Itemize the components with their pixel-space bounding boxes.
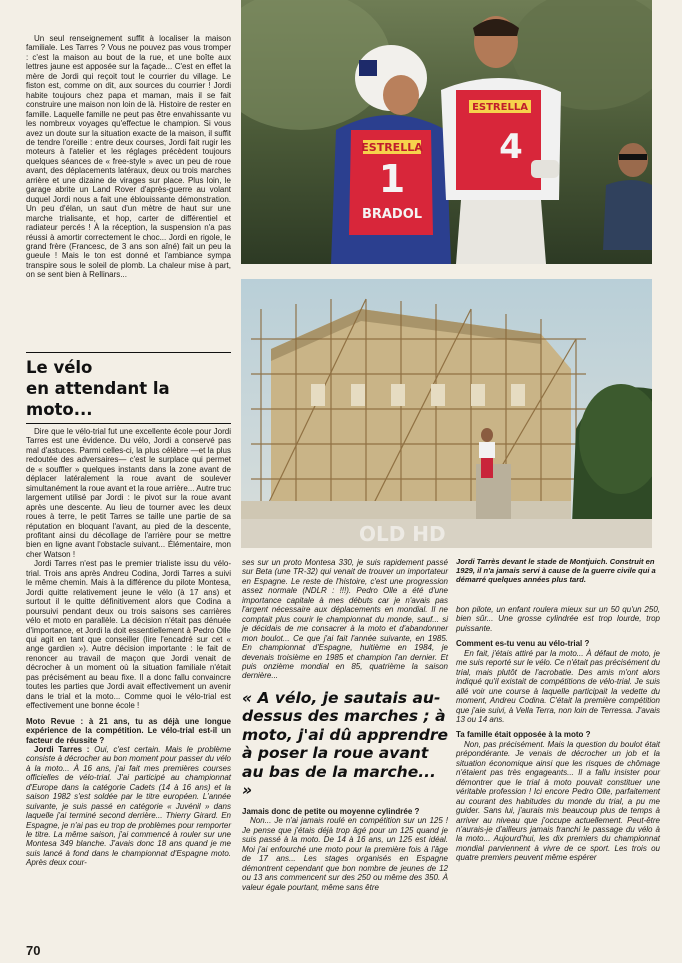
left-jersey-number: 1 [378, 157, 406, 201]
riders-illustration [241, 0, 652, 264]
interview-answer-2: Non... Je n'ai jamais roulé en compétition sur un 125 ! Je pense que j'étais déjà trop âgé pour un 125 quand je suis passé à la moto. De 14 à 16 ans, un 125 est idéal. Moi j'ai enfourché une moto pour la première fois à l'âge de 17 ans... Les stages organisés en Espagne démontrent cependant que bon nombre de jeunes de 12 ou 13 ans commencent sur des 250 ou même des 350. À valeur égale pourtant, même sans être [242, 816, 448, 892]
photo-riders [241, 0, 652, 264]
section-subhead [26, 349, 236, 428]
interview-answer-1 [26, 745, 231, 868]
left-jersey-sponsor: BRADOL [361, 207, 423, 222]
page-number: 70 [26, 943, 41, 958]
subhead-line-1: Le vélo [26, 358, 93, 377]
body-paragraph: Jordi Tarres n'est pas le premier trialiste issu du vélo-trial. Trois ans après Andreu Codina, Jordi Tarres a suivi le même chemin. Mais à la différence du pilote Montesa, Jordi quitte relativement jeune le vélo (à 17 ans) et surtout il le quitte définitivement alors que Codina a poursuivi pendant deux ou trois saisons ses carrières vélo et moto en parallèle. La décision n'était pas dénuée d'importance, et Jordi la doit essentiellement à Pedro Olle qui agit en tant que conseiller (lire l'encadré sur cet « ange gardien »). Autre décision importante : le fait de renoncer au travail de maçon que Jordi venait de décrocher à un moment où la situation familiale n'était pas précisément au beau fixe. Il a donc fallu convaincre toutes les parties que Jordi avait effectivement un avenir dans le trial et la moto... Comme quoi le vélo-trial est effectivement une bonne école ! [26, 559, 231, 711]
right-jersey-number: 4 [499, 127, 523, 167]
pull-quote: « A vélo, je sautais au-dessus des marches ; à moto, j'ai dû apprendre à poser la roue avant au bas de la marche... » [242, 688, 448, 800]
rider-standing [479, 428, 495, 478]
interview-question-1: Moto Revue : à 21 ans, tu as déjà une longue expérience de la compétition. Le vélo-trial est-il un facteur de réussite ? [26, 716, 231, 745]
answer-1-continued: ses sur un proto Montesa 330, je suis rapidement passé sur Beta (une TR-32) qui venait de trouver un importateur en Espagne. Le reste de l'histoire, c'est une progression assez normale (NDLR : !!!). Pedro Olle a été d'une importance capitale à mes débuts car je n'avais pas l'argent nécessaire aux déplacements en mondial. Il ne comptait plus courir le championnat du monde, sauf... si je décidais de me consacrer à la moto et d'abandonner mon boulot... Ce que j'ai fait l'année suivante, en 1985. En championnat d'Espagne, huitième en 1984, je devenais troisième en 1985 et champion l'an dernier. Et puis onzième mondial en 85, quatrième la saison dernière... [242, 558, 448, 681]
intro-paragraph: Un seul renseignement suffit à localiser la maison familiale. Les Tarres ? Vous ne pouvez pas vous tromper : c'est la maison au bout de la rue, et une boîte aux lettres jaune est apposée sur la façade... C'est en effet la mère de Jordi qui reçoit tout le courrier du village. Le fiston est, comme on dit, aux sources du courrier ! Jordi habite toujours chez papa et maman, mais il se fait construire une maison non loin de là. Histoire de rester en famille. Laquelle famille ne peut pas être envahissante vu les nombreux voyages qu'effectue le champion. Si vous avez un doute sur la situation exacte de la maison, il suffit de tendre l'oreille : entre deux courses, Jordi fait rugir les moteurs à l'atelier et les réglages précèdent toujours quelques séances de « free-style » avec un peu de roue avant, des déplacements latéraux, deux ou trois marches arrière et une dizaine de virages sur place. Plus loin, le garage abrite un Land Rover d'après-guerre au volant duquel Jordi nous a fait une éblouissante démonstration. Un peu d'élan, un saut d'un mètre de haut sur une marche trialisante, et hop, carter de différentiel et radiateur percés ! À la réception, la suspension n'a pas réussi à amortir correctement le choc... Jordi en rigole, le grand frère (Francesc, de 3 ans son aîné) fait un peu la gueule ! Mais le ton est donné et l'ambiance sympa transpire sous le soleil de plomb. La chaleur mise à part, on se sent bien à Rellinars... [26, 34, 231, 280]
column-1-intro [26, 34, 231, 280]
left-jersey-brand: ESTRELLA [361, 141, 423, 154]
villa-illustration [241, 279, 652, 548]
interview-answer-4: Non, pas précisément. Mais la question du boulot était prépondérante. Je venais de décrocher un job et la situation économique ainsi que les risques de chômage n'étaient pas très engageants... Il a fallu insister pour démontrer que le trial à moto pouvait constituer une véritable profession ! Ici encore Pedro Olle, parfaitement au courant des habitudes du monde du trial, a pu me guider. Sans lui, j'aurais mis beaucoup plus de temps à arriver au niveau que j'occupe actuellement. Peut-être n'aurais-je d'ailleurs jamais franchi le passage du vélo à la moto... Aujourd'hui, les dix premiers du championnat mondial parviennent à vivre de ce sport. Les trois ou quatre premiers peuvent même espérer [456, 739, 660, 863]
photo-caption: Jordi Tarrès devant le stade de Montjuich. Construit en 1929, il n'a jamais servi à cause de la guerre civile qui a démarré quelques années plus tard. [456, 557, 656, 584]
interview-question-3: Comment es-tu venu au vélo-trial ? [456, 639, 590, 649]
subhead-rule-bottom [26, 423, 231, 424]
answer-1-text: Oui, c'est certain. Mais le problème consiste à décrocher au bon moment pour passer du vélo à la moto... À 16 ans, j'ai fait mes premières courses officielles de vélo-trial. J'ai participé au championnat d'Europe dans la catégorie Cadets (14 à 16 ans) et la saison 1982 s'est soldée par le titre européen. L'année suivante, je suis passé en catégorie « Juvénil » dans laquelle j'ai terminé second derrière... Thierry Girard. En Espagne, je n'ai pas eu trop de problèmes pour remporter le titre. La même saison, j'ai commencé à rouler sur une Montesa 349 blanche. J'avais donc 18 ans quand je me suis lancé à fond dans le championnat d'Espagne moto. Après deux cour- [26, 744, 231, 868]
photo-villa [241, 279, 652, 548]
body-paragraph: Dire que le vélo-trial fut une excellente école pour Jordi Tarres est une évidence. Du vélo, Jordi a conservé pas mal d'astuces. Parmi celles-ci, la plus célèbre —et la plus redoutée des adversaires— c'est le surplace qui permet de « souffler » quelques instants dans la zone avant de déplacer latéralement la roue avant de soulever simultanément la roue avant et la roue arrière... Autre truc largement utilisé par Jordi : le pivot sur la roue avant après une descente. Au lieu de tourner avec les deux roues à terre, le petit Tarres se taille une partie de sa réputation en bloquant l'avant, au pied de la descente, profitant ainsi du décollage de l'arrière pour se mettre bien en ligne avant l'obstacle suivant... Élémentaire, mon cher Watson ! [26, 427, 231, 559]
interview-question-4: Ta famille était opposée à la moto ? [456, 730, 591, 740]
column-2-body [242, 558, 448, 892]
subhead-rule-top [26, 352, 231, 353]
speaker-label: Jordi Tarres : [34, 744, 90, 754]
answer-2-continued: bon pilote, un enfant roulera mieux sur un 50 qu'un 250, bien sûr... Une grosse cylindrée est trop lourde, trop puissante. [456, 605, 660, 633]
interview-answer-3: En fait, j'étais attiré par la moto... À défaut de moto, je me suis reporté sur le vélo. Ce n'était pas précisément du trial, mais plutôt de l'acrobatie. Des amis m'ont alors indiqué qu'il existait de compétitions de vélo-trial. Je suis allé voir une course à laquelle participait la vedette du moment, Andreu Codina. C'était la première compétition que j'aie suivi, à Vella Terra, non loin de Terressa. J'avais 13 ou 14 ans. [456, 648, 660, 724]
right-jersey-brand: ESTRELLA [472, 102, 528, 113]
column-1-body [26, 427, 231, 868]
watermark-logo: OLD HD [359, 522, 446, 546]
column-3-body [456, 605, 660, 863]
interview-question-2: Jamais donc de petite ou moyenne cylindrée ? [242, 806, 420, 816]
subhead-line-2: en attendant la moto... [26, 379, 170, 419]
